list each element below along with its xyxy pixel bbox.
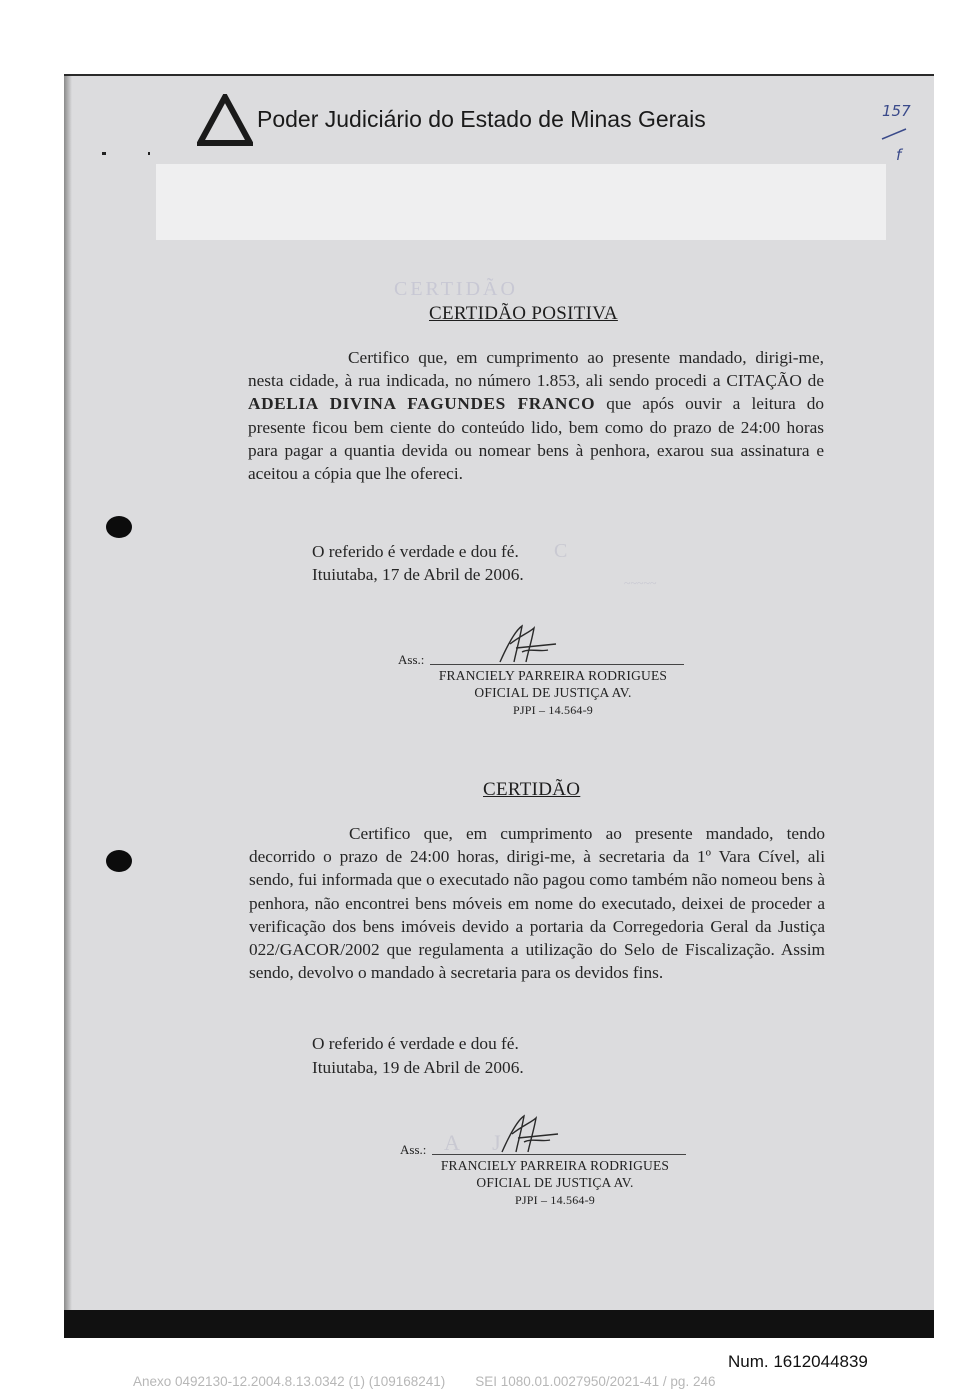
bleed-through-text: A J — [444, 1130, 515, 1155]
signer-role: OFICIAL DE JUSTIÇA AV. — [474, 685, 632, 700]
body-prefix: Certifico que, em cumprimento ao presente mandado, dirigi-me, nesta cidade, à rua indicada, no número 1.853, ali sendo procedi a CITAÇÃO de — [248, 348, 824, 391]
handwritten-signature — [486, 622, 566, 668]
section-title-certidao-positiva: CERTIDÃO POSITIVA — [429, 303, 618, 324]
signature-label: Ass.: — [400, 1142, 427, 1157]
closing-statement: O referido é verdade e dou fé. — [312, 1034, 519, 1053]
scanned-page — [64, 74, 934, 1338]
certidao-body — [249, 822, 825, 984]
scan-speck — [148, 152, 150, 155]
stamp-ghost: CERTIDÃO — [394, 278, 518, 300]
signer-registration: PJPI – 14.564-9 — [514, 1193, 595, 1207]
scan-bottom-border — [64, 1310, 934, 1338]
judiciary-logo-icon — [197, 94, 253, 146]
margin-note-number: 157 — [882, 102, 911, 120]
redacted-area — [156, 164, 886, 240]
defendant-name: ADELIA DIVINA FAGUNDES FRANCO — [248, 394, 596, 414]
pen-stroke-icon — [880, 126, 910, 142]
closing-date: Ituiutaba, 17 de Abril de 2006. — [312, 565, 524, 584]
signer-name: FRANCIELY PARREIRA RODRIGUES — [440, 1158, 670, 1173]
signature-label: Ass.: — [398, 652, 425, 667]
closing-statement: O referido é verdade e dou fé. — [312, 542, 519, 561]
handwritten-signature — [488, 1112, 568, 1158]
closing-date: Ituiutaba, 19 de Abril de 2006. — [312, 1058, 524, 1077]
scan-speck — [102, 152, 106, 155]
scan-edge-shadow — [64, 76, 72, 1338]
signature-line — [430, 664, 684, 665]
signer-role: OFICIAL DE JUSTIÇA AV. — [476, 1175, 634, 1190]
header-title: Poder Judiciário do Estado de Minas Gerais — [257, 106, 706, 132]
punch-hole — [106, 850, 132, 872]
certidao-body-text: Certifico que, em cumprimento ao presente mandado, tendo decorrido o prazo de 24:00 horas, dirigi-me, à secretaria da 1º Vara Cível, ali sendo, fui informada que o executado não pagou como também não nomeou bens à penhora, não encontrei bens móveis em nome do executado, deixei de proceder a verificação dos bens imóveis devido a portaria da Corregedoria Geral da Justiça 022/GACOR/2002 que regulamenta a utilização do Selo de Fiscalização. Assim sendo, devolvo o mandado à secretaria para os devidos fins. — [249, 824, 825, 983]
section-title-certidao: CERTIDÃO — [483, 779, 581, 800]
signature-line — [432, 1154, 686, 1155]
bleed-through-text: ~~~~~ — [624, 576, 657, 590]
signer-registration: PJPI – 14.564-9 — [512, 703, 593, 717]
punch-hole — [106, 516, 132, 538]
signature-block-2 — [400, 1122, 800, 1222]
document-number: Num. 1612044839 — [728, 1352, 868, 1371]
signature-block-1 — [398, 632, 798, 732]
bleed-through-text: C — [554, 540, 568, 562]
body-suffix: que após ouvir a leitura do presente ficou bem ciente do conteúdo lido, bem como do prazo de 24:00 horas para pagar a quantia devida ou nomear bens à penhora, exarou sua assinatura e aceitou a cópia que lhe ofereci. — [248, 394, 825, 484]
margin-note-initial: f — [896, 146, 902, 164]
document-metadata: Anexo 0492130-12.2004.8.13.0342 (1) (109168241) SEI 1080.01.0027950/2021-41 / pg. 246 — [133, 1374, 716, 1389]
signer-name: FRANCIELY PARREIRA RODRIGUES — [438, 668, 668, 683]
certidao-positiva-body — [248, 346, 824, 485]
